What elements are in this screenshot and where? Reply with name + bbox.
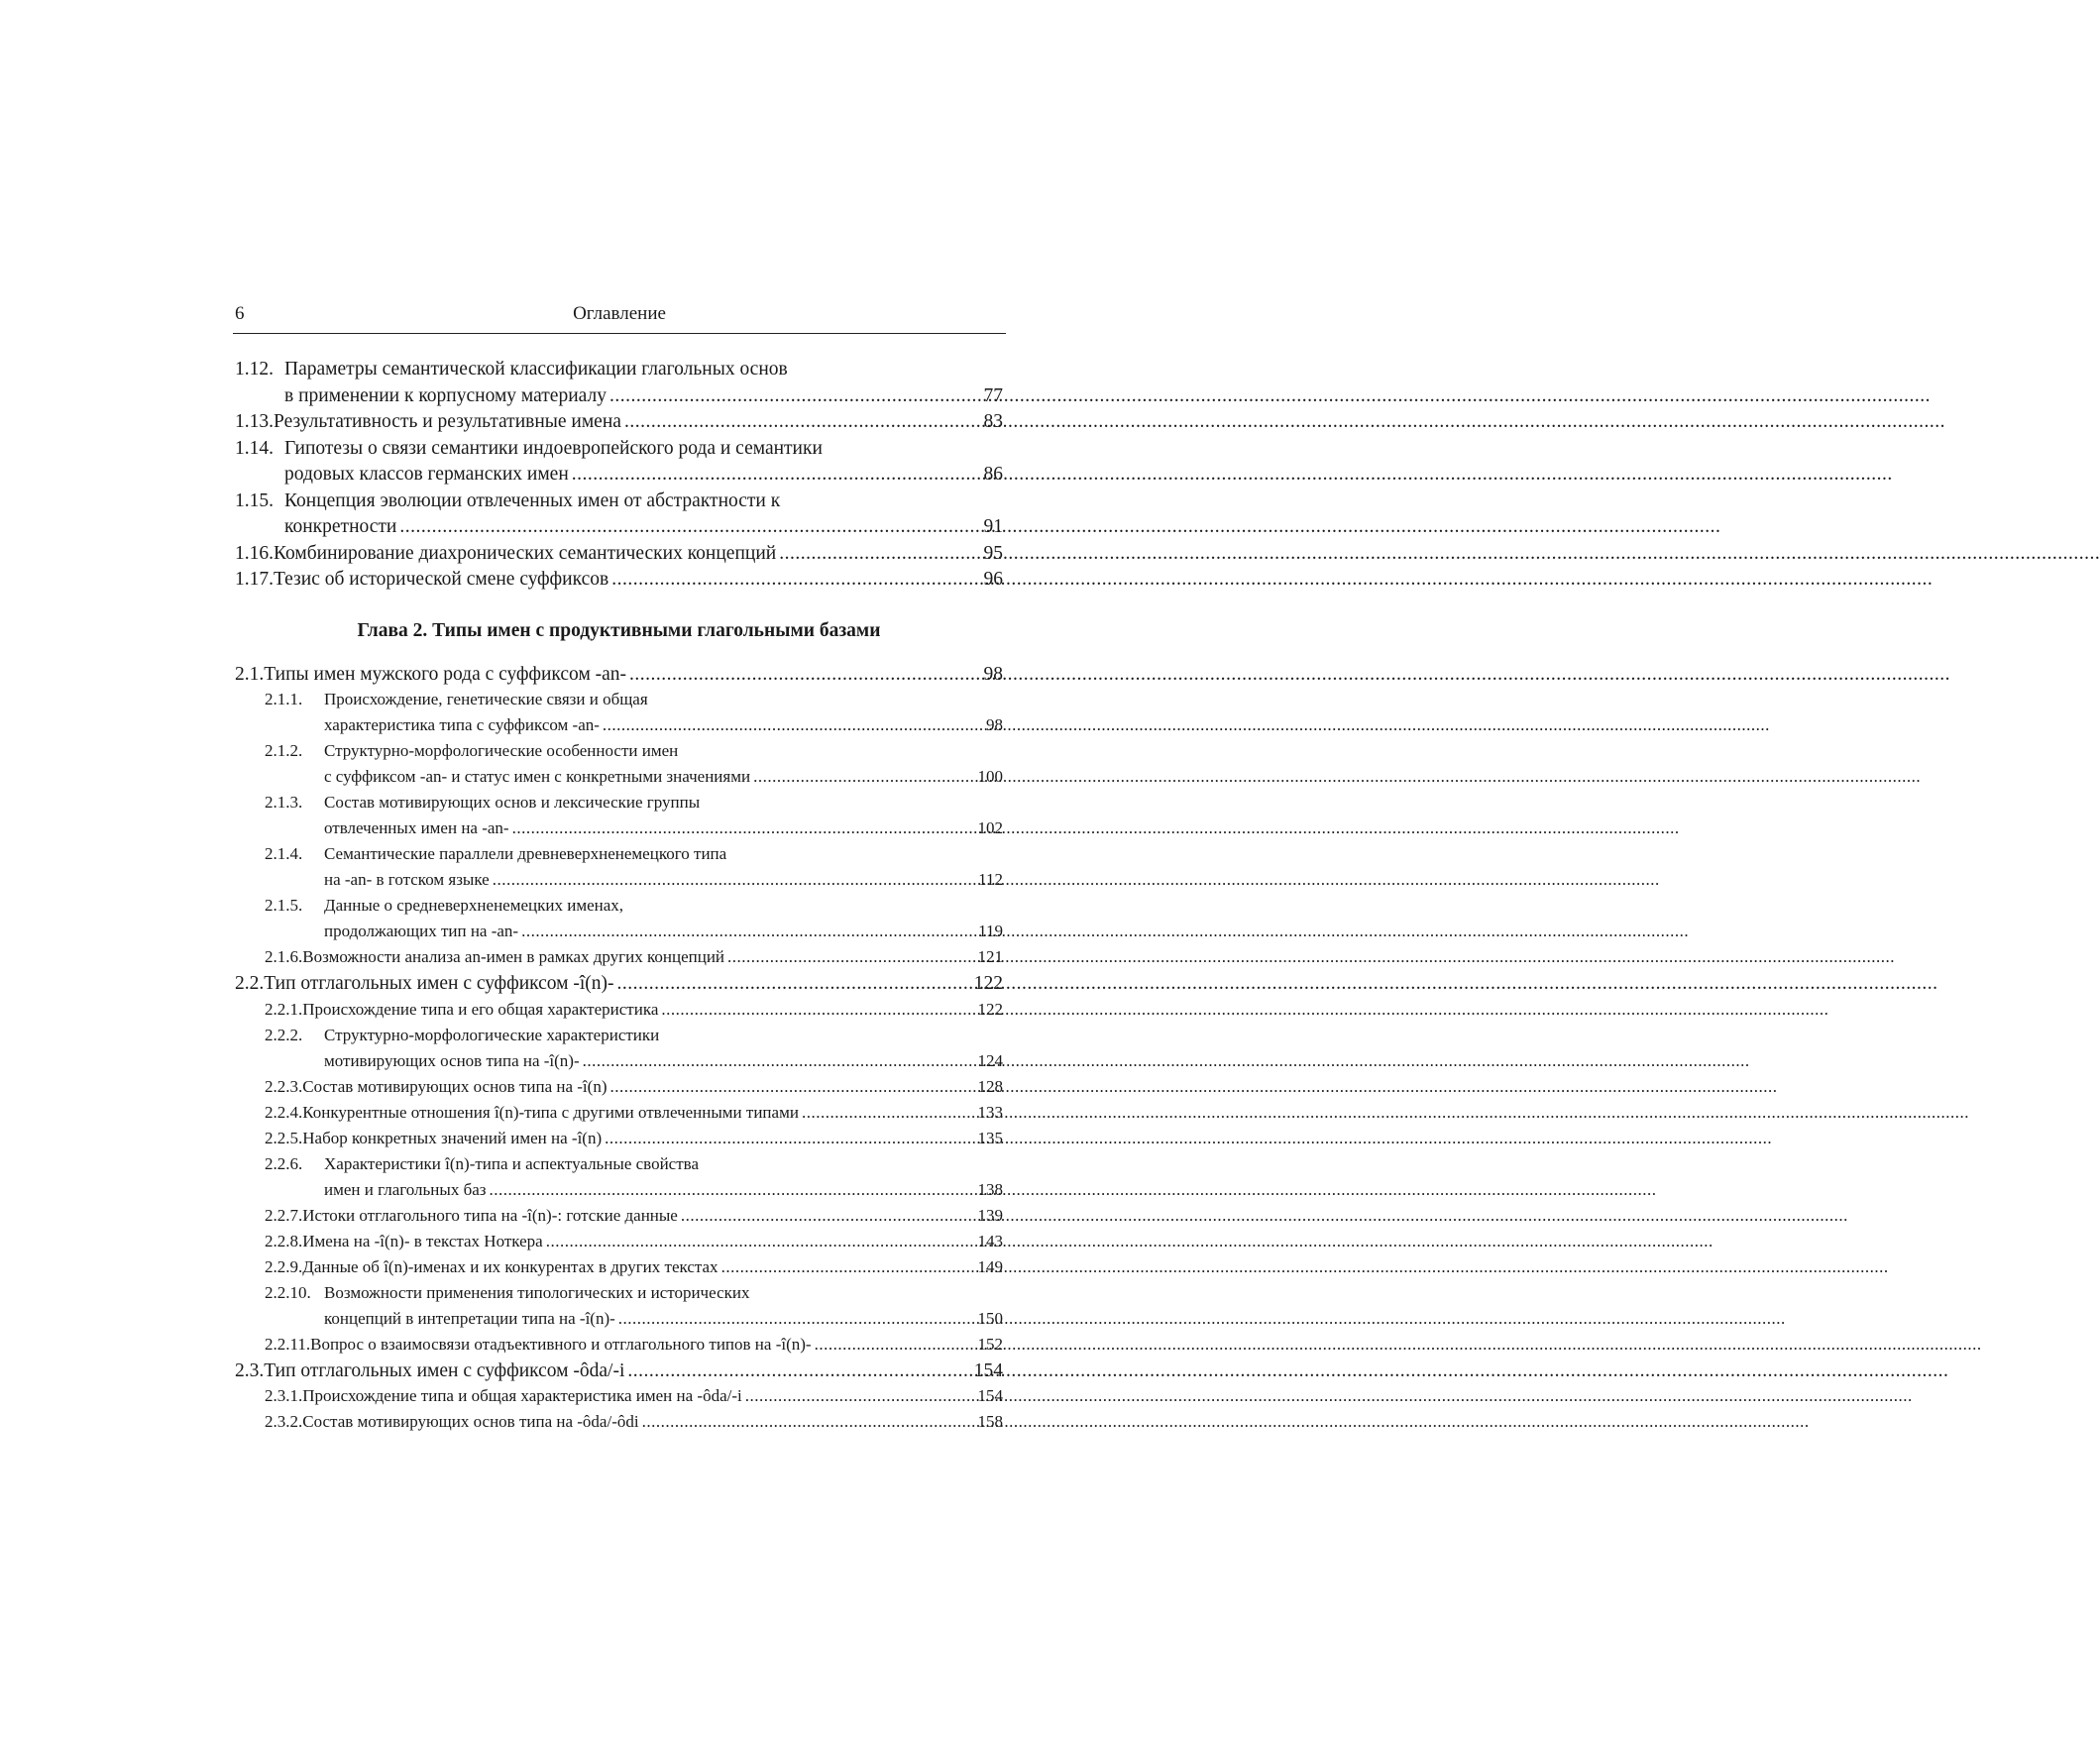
dot-leader bbox=[399, 516, 980, 538]
toc-entry bbox=[235, 1180, 1003, 1206]
section-number: 1.13. bbox=[235, 411, 274, 432]
toc-entry bbox=[235, 1154, 1003, 1180]
dot-leader bbox=[512, 818, 975, 838]
page-ref: 133 bbox=[977, 1102, 1003, 1122]
entry-title: родовых классов германских имен bbox=[284, 464, 569, 485]
entry-title: Вопрос о взаимосвязи отадъективного и отглагольного типов на -î(n)- bbox=[310, 1334, 812, 1354]
page-ref: 154 bbox=[973, 1359, 1003, 1381]
section-number: 2.1.5. bbox=[265, 896, 303, 915]
entry-title: Концепция эволюции отвлеченных имен от абстрактности к bbox=[284, 489, 781, 511]
chapter-title: Глава 2. Типы имен с продуктивными глагольными базами bbox=[357, 619, 881, 641]
section-number: 1.15. bbox=[235, 489, 274, 511]
entry-title: Происхождение типа и его общая характеристика bbox=[302, 999, 659, 1019]
page-ref: 121 bbox=[977, 947, 1003, 966]
toc-entry bbox=[235, 516, 1003, 543]
entry-title: с суффиксом -an- и статус имен с конкретными значениями bbox=[324, 767, 751, 786]
section-number: 2.2.3. bbox=[265, 1076, 303, 1096]
section-number: 2.2.8. bbox=[265, 1231, 303, 1250]
entry-title: Возможности применения типологических и исторических bbox=[324, 1282, 750, 1302]
toc-entry bbox=[235, 715, 1003, 741]
dot-leader bbox=[661, 1000, 974, 1020]
section-number: 2.2.9. bbox=[265, 1256, 303, 1276]
dot-leader bbox=[605, 1129, 974, 1148]
section-number: 2.2.2. bbox=[265, 1025, 303, 1044]
entry-title: Имена на -î(n)- в текстах Ноткера bbox=[302, 1231, 543, 1250]
section-number: 2.3.2. bbox=[265, 1412, 303, 1431]
page-ref: 143 bbox=[977, 1231, 1003, 1250]
toc-entry bbox=[235, 922, 1003, 947]
dot-leader bbox=[493, 870, 975, 890]
chapter-heading bbox=[235, 620, 1003, 656]
entry-title: конкретности bbox=[284, 516, 397, 537]
section-number: 2.1.4. bbox=[265, 844, 303, 863]
page-ref: 102 bbox=[977, 818, 1003, 837]
entry-title: Комбинирование диахронических семантических концепций bbox=[274, 542, 777, 564]
toc-entry bbox=[235, 973, 1003, 1000]
toc-entry bbox=[235, 438, 1003, 465]
entry-title: Данные об î(n)-именах и их конкурентах в других текстах bbox=[302, 1256, 718, 1276]
entry-title: Набор конкретных значений имен на -î(n) bbox=[302, 1128, 603, 1147]
dot-leader bbox=[572, 464, 981, 486]
entry-title: Состав мотивирующих основ типа на -ôda/-ôdi bbox=[302, 1412, 639, 1431]
page-ref: 122 bbox=[973, 973, 1003, 994]
dot-leader bbox=[583, 1051, 975, 1071]
dot-leader bbox=[727, 947, 974, 967]
section-number: 2.3. bbox=[235, 1359, 265, 1381]
toc-entry bbox=[235, 464, 1003, 490]
page-ref: 138 bbox=[977, 1179, 1003, 1199]
dot-leader bbox=[721, 1257, 975, 1277]
entry-title: Возможности анализа an-имен в рамках других концепций bbox=[302, 947, 725, 966]
page-ref: 96 bbox=[983, 569, 1003, 590]
toc-entry bbox=[235, 1386, 1003, 1412]
section-number: 2.2.6. bbox=[265, 1153, 303, 1173]
toc-entry bbox=[235, 385, 1003, 412]
dot-leader bbox=[802, 1103, 975, 1123]
entry-title: Данные о средневерхненемецких именах, bbox=[324, 896, 624, 915]
toc-entry bbox=[235, 690, 1003, 715]
page-ref: 128 bbox=[977, 1076, 1003, 1096]
dot-leader bbox=[618, 1309, 975, 1329]
page-ref: 135 bbox=[977, 1128, 1003, 1147]
section-number: 2.1.3. bbox=[265, 793, 303, 812]
section-number: 1.14. bbox=[235, 437, 274, 459]
entry-title: концепций в интепретации типа на -î(n)- bbox=[324, 1308, 615, 1328]
dot-leader bbox=[546, 1232, 975, 1251]
dot-leader bbox=[815, 1335, 975, 1355]
toc-entry bbox=[235, 818, 1003, 844]
dot-leader bbox=[521, 922, 975, 941]
page-ref: 139 bbox=[977, 1205, 1003, 1225]
section-number: 2.2.4. bbox=[265, 1102, 303, 1122]
page-ref: 154 bbox=[977, 1386, 1003, 1405]
toc-entry bbox=[235, 1051, 1003, 1077]
page-ref: 91 bbox=[983, 516, 1003, 537]
toc-entry bbox=[235, 1335, 1003, 1360]
entry-title: Структурно-морфологические характеристики bbox=[324, 1025, 660, 1044]
page-ref: 158 bbox=[977, 1412, 1003, 1431]
toc-entry bbox=[235, 1129, 1003, 1154]
dot-leader bbox=[609, 1077, 974, 1097]
toc-entry bbox=[235, 793, 1003, 818]
section-number: 2.1.1. bbox=[265, 690, 303, 708]
section-number: 2.2.7. bbox=[265, 1205, 303, 1225]
section-number: 1.12. bbox=[235, 359, 274, 380]
section-number: 1.16. bbox=[235, 542, 274, 564]
section-number: 2.2.5. bbox=[265, 1128, 303, 1147]
toc-entry bbox=[235, 1000, 1003, 1026]
dot-leader bbox=[627, 1360, 970, 1382]
page-ref: 124 bbox=[977, 1050, 1003, 1070]
page-ref: 112 bbox=[978, 870, 1003, 889]
section-number: 2.2.11. bbox=[265, 1334, 311, 1354]
toc-entry bbox=[235, 664, 1003, 691]
toc-entry bbox=[235, 569, 1003, 596]
toc-entry bbox=[235, 767, 1003, 793]
dot-leader bbox=[603, 715, 983, 735]
entry-title: продолжающих тип на -an- bbox=[324, 922, 519, 940]
toc-entry bbox=[235, 896, 1003, 922]
section-number: 2.1.6. bbox=[265, 947, 303, 966]
entry-title: в применении к корпусному материалу bbox=[284, 384, 607, 406]
page-ref: 77 bbox=[983, 384, 1003, 406]
entry-title: Параметры семантической классификации глагольных основ bbox=[284, 359, 788, 380]
dot-leader bbox=[624, 411, 981, 433]
dot-leader bbox=[611, 569, 980, 591]
toc-entry bbox=[235, 870, 1003, 896]
section-number: 2.1. bbox=[235, 663, 265, 685]
entry-title: Конкурентные отношения î(n)-типа с другими отвлеченными типами bbox=[302, 1102, 799, 1122]
entry-title: Истоки отглагольного типа на -î(n)-: готские данные bbox=[302, 1205, 678, 1225]
dot-leader bbox=[489, 1180, 974, 1200]
entry-title: мотивирующих основ типа на -î(n)- bbox=[324, 1050, 580, 1070]
table-of-contents bbox=[235, 359, 1003, 1438]
section-number: 2.1.2. bbox=[265, 741, 303, 760]
dot-leader bbox=[642, 1412, 975, 1432]
dot-leader bbox=[681, 1206, 975, 1226]
toc-entry bbox=[235, 411, 1003, 438]
page-ref: 95 bbox=[983, 542, 1003, 564]
toc-entry bbox=[235, 1206, 1003, 1232]
toc-entry bbox=[235, 844, 1003, 870]
toc-entry bbox=[235, 490, 1003, 517]
section-number: 1.17. bbox=[235, 569, 274, 590]
page-ref: 98 bbox=[983, 663, 1003, 685]
entry-title: Характеристики î(n)-типа и аспектуальные свойства bbox=[324, 1153, 700, 1173]
running-title: Оглавление bbox=[573, 303, 666, 324]
page-ref: 100 bbox=[977, 767, 1003, 786]
entry-title: имен и глагольных баз bbox=[324, 1179, 487, 1199]
entry-title: Результативность и результативные имена bbox=[274, 411, 621, 432]
toc-entry bbox=[235, 1309, 1003, 1335]
section-number: 2.2.1. bbox=[265, 999, 303, 1019]
entry-title: Тип отглагольных имен с суффиксом -ôda/-i bbox=[264, 1359, 625, 1381]
toc-entry bbox=[235, 543, 1003, 570]
section-number: 2.3.1. bbox=[265, 1386, 303, 1405]
page-ref: 119 bbox=[978, 922, 1003, 940]
toc-entry bbox=[235, 359, 1003, 385]
entry-title: отвлеченных имен на -an- bbox=[324, 818, 509, 837]
entry-title: Состав мотивирующих основ и лексические группы bbox=[324, 793, 701, 812]
toc-entry bbox=[235, 1283, 1003, 1309]
entry-title: Состав мотивирующих основ типа на -î(n) bbox=[302, 1076, 608, 1096]
page-ref: 83 bbox=[983, 411, 1003, 432]
toc-entry bbox=[235, 1360, 1003, 1387]
entry-title: Гипотезы о связи семантики индоевропейского рода и семантики bbox=[284, 437, 823, 459]
dot-leader bbox=[609, 385, 981, 407]
toc-entry bbox=[235, 1232, 1003, 1257]
entry-title: Происхождение типа и общая характеристика имен на -ôda/-i bbox=[302, 1386, 742, 1405]
entry-title: Тип отглагольных имен с суффиксом -î(n)- bbox=[264, 973, 614, 994]
page-ref: 152 bbox=[977, 1334, 1003, 1354]
dot-leader bbox=[629, 664, 980, 686]
dot-leader bbox=[745, 1386, 975, 1406]
entry-title: характеристика типа с суффиксом -an- bbox=[324, 715, 600, 734]
entry-title: Семантические параллели древневерхненемецкого типа bbox=[324, 844, 727, 863]
section-number: 2.2. bbox=[235, 973, 265, 994]
toc-entry bbox=[235, 1412, 1003, 1438]
section-number: 2.2.10. bbox=[265, 1282, 311, 1302]
toc-entry bbox=[235, 1026, 1003, 1051]
page-ref: 98 bbox=[986, 715, 1003, 734]
toc-entry bbox=[235, 947, 1003, 973]
dot-leader bbox=[753, 767, 974, 787]
entry-title: Структурно-морфологические особенности имен bbox=[324, 741, 679, 760]
dot-leader bbox=[779, 543, 980, 565]
toc-entry bbox=[235, 1077, 1003, 1103]
dot-leader bbox=[617, 973, 971, 995]
entry-title: Тезис об исторической смене суффиксов bbox=[274, 569, 609, 590]
toc-entry bbox=[235, 741, 1003, 767]
page-ref: 149 bbox=[977, 1256, 1003, 1276]
page-ref: 86 bbox=[983, 464, 1003, 485]
page-ref: 122 bbox=[977, 999, 1003, 1019]
page-ref: 150 bbox=[977, 1308, 1003, 1328]
toc-entry bbox=[235, 1257, 1003, 1283]
page-number: 6 bbox=[235, 303, 245, 324]
entry-title: Типы имен мужского рода с суффиксом -an- bbox=[264, 663, 627, 685]
toc-entry bbox=[235, 1103, 1003, 1129]
page-header bbox=[233, 295, 1006, 334]
entry-title: Происхождение, генетические связи и общая bbox=[324, 690, 648, 708]
entry-title: на -an- в готском языке bbox=[324, 870, 490, 889]
